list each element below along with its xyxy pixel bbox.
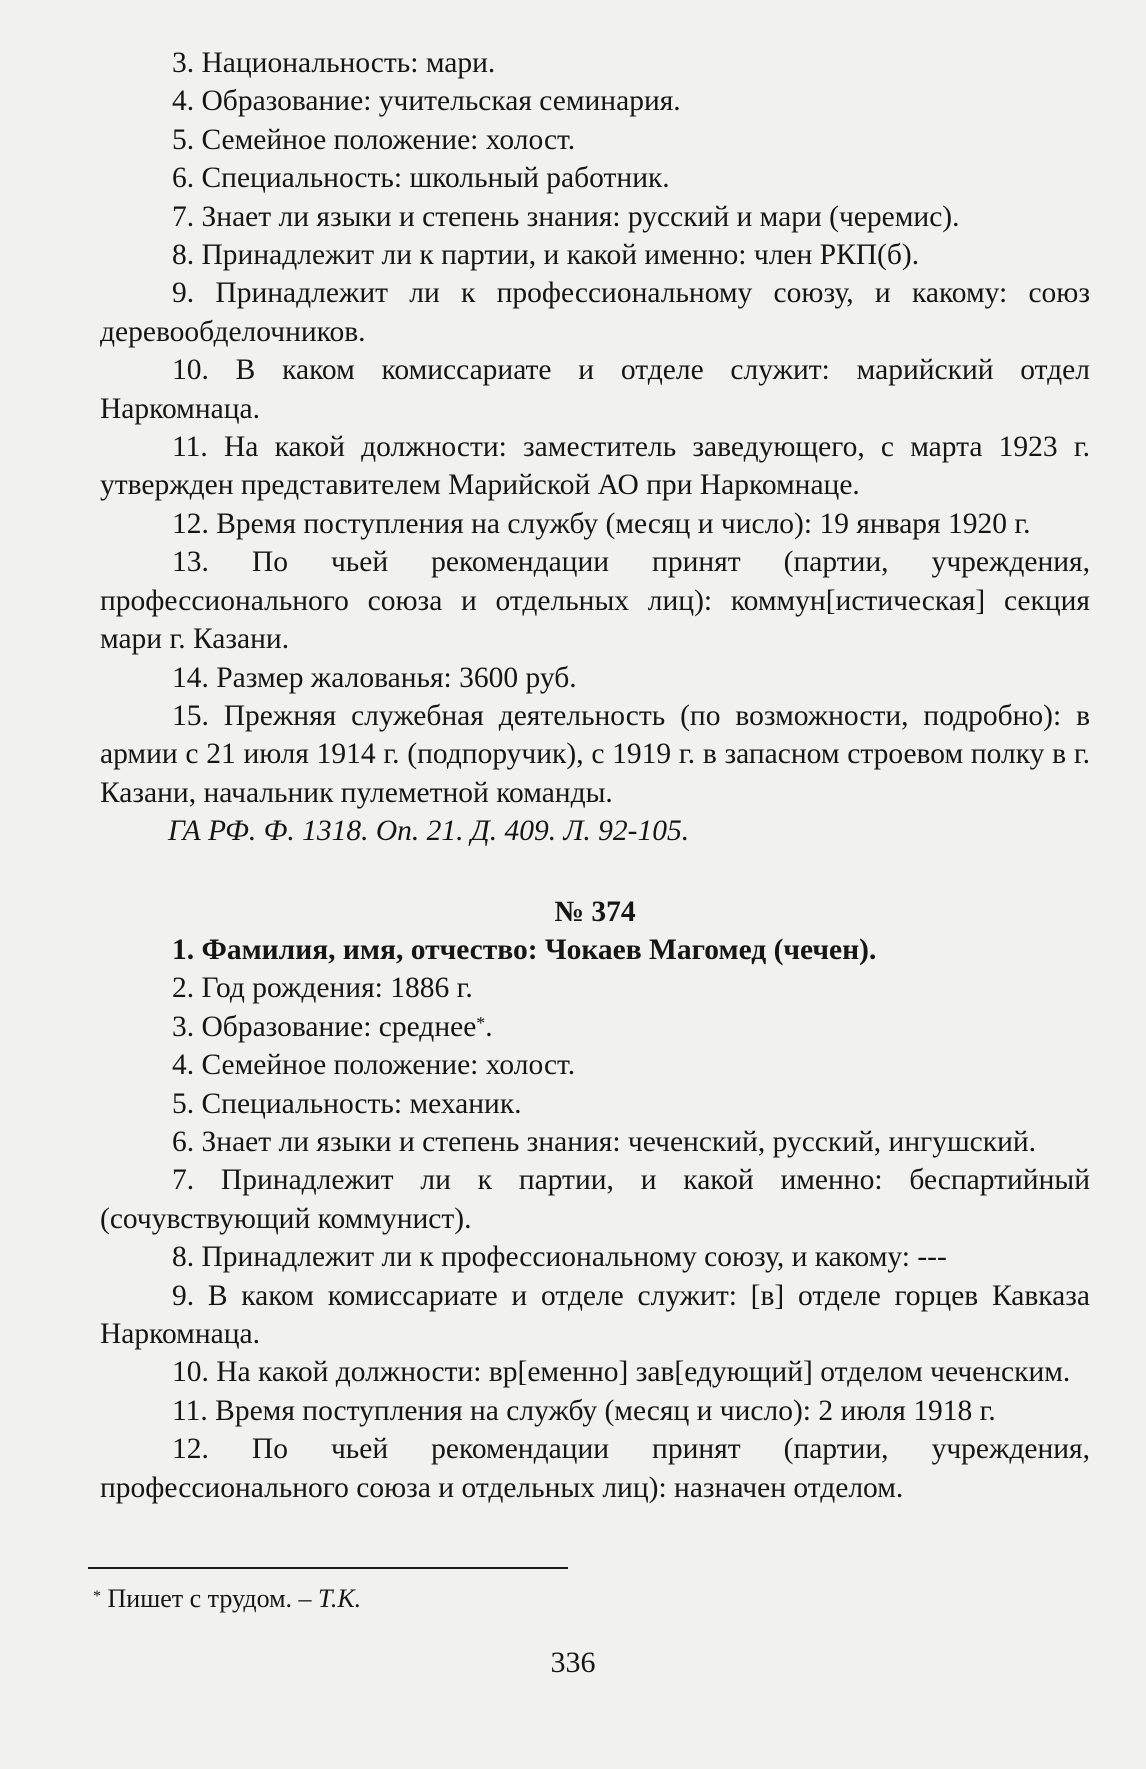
list-item: 15. Прежняя служебная деятельность (по возможности, подробно): в армии с 21 июля 1914 г. (подпоручик), с 1919 г. в запасном строевом полку в г. Казани, начальник пулеметной команды.: [100, 699, 1090, 809]
footnote-mark: *: [93, 1588, 101, 1605]
list-item: 12. Время поступления на службу (месяц и число): 19 января 1920 г.: [172, 507, 1031, 540]
list-item: 9. В каком комиссариате и отделе служит: [в] отделе горцев Кавказа Наркомнаца.: [100, 1279, 1090, 1350]
list-item: 7. Принадлежит ли к партии, и какой именно: беспартийный (сочувствующий коммунист).: [100, 1164, 1090, 1235]
archive-source-citation: ГА РФ. Ф. 1318. Оп. 21. Д. 409. Л. 92-105.: [168, 815, 690, 848]
footnote-divider: [88, 1567, 568, 1569]
footnote-text: Пишет с трудом. –: [101, 1584, 319, 1613]
list-item: 11. На какой должности: заместитель заведующего, с марта 1923 г. утвержден представителем Марийской АО при Наркомнаце.: [100, 431, 1090, 502]
name-line: 1. Фамилия, имя, отчество: Чокаев Магомед (чечен).: [172, 933, 877, 966]
list-item: 2. Год рождения: 1886 г.: [172, 972, 473, 1005]
footnote-author: Т.К.: [318, 1584, 362, 1613]
list-item: 6. Знает ли языки и степень знания: чеченский, русский, ингушский.: [172, 1125, 1037, 1158]
document-number-heading: № 374: [554, 895, 636, 928]
list-item: 9. Принадлежит ли к профессиональному союзу, и какому: союз деревообделочников.: [100, 277, 1090, 348]
list-item: 8. Принадлежит ли к партии, и какой именно: член РКП(б).: [172, 239, 920, 272]
list-item: 5. Специальность: механик.: [172, 1087, 522, 1120]
list-item: 5. Семейное положение: холост.: [172, 123, 576, 156]
list-item: 4. Образование: учительская семинария.: [172, 85, 681, 118]
list-item-education: [100, 1008, 1090, 1046]
education-text: 3. Образование: среднее: [172, 1010, 477, 1043]
document-body: [100, 44, 1090, 1507]
list-item: 12. По чьей рекомендации принят (партии, учреждения, профессионального союза и отдельных лиц): назначен отделом.: [100, 1433, 1090, 1504]
list-item: 10. В каком комиссариате и отделе служит: марийский отдел Наркомнаца.: [100, 354, 1090, 425]
list-item: 4. Семейное положение: холост.: [172, 1049, 576, 1082]
list-item: 14. Размер жалованья: 3600 руб.: [172, 661, 577, 694]
list-item: 13. По чьей рекомендации принят (партии, учреждения, профессионального союза и отдельных лиц): коммун[истическая] секция мари г. Казани.: [100, 546, 1090, 656]
list-item: 7. Знает ли языки и степень знания: русский и мари (черемис).: [172, 200, 960, 233]
footnote-reference-mark[interactable]: *: [476, 1012, 486, 1033]
list-item: 8. Принадлежит ли к профессиональному союзу, и какому: ---: [172, 1241, 947, 1274]
list-item: 11. Время поступления на службу (месяц и число): 2 июля 1918 г.: [172, 1394, 996, 1427]
page-number: 336: [550, 1646, 596, 1679]
education-period: .: [485, 1010, 493, 1043]
list-item: 3. Национальность: мари.: [172, 47, 496, 79]
list-item: 6. Специальность: школьный работник.: [172, 162, 670, 195]
footnote: [93, 1582, 361, 1616]
list-item: 10. На какой должности: вр[еменно] зав[едующий] отделом чеченским.: [172, 1356, 1071, 1389]
